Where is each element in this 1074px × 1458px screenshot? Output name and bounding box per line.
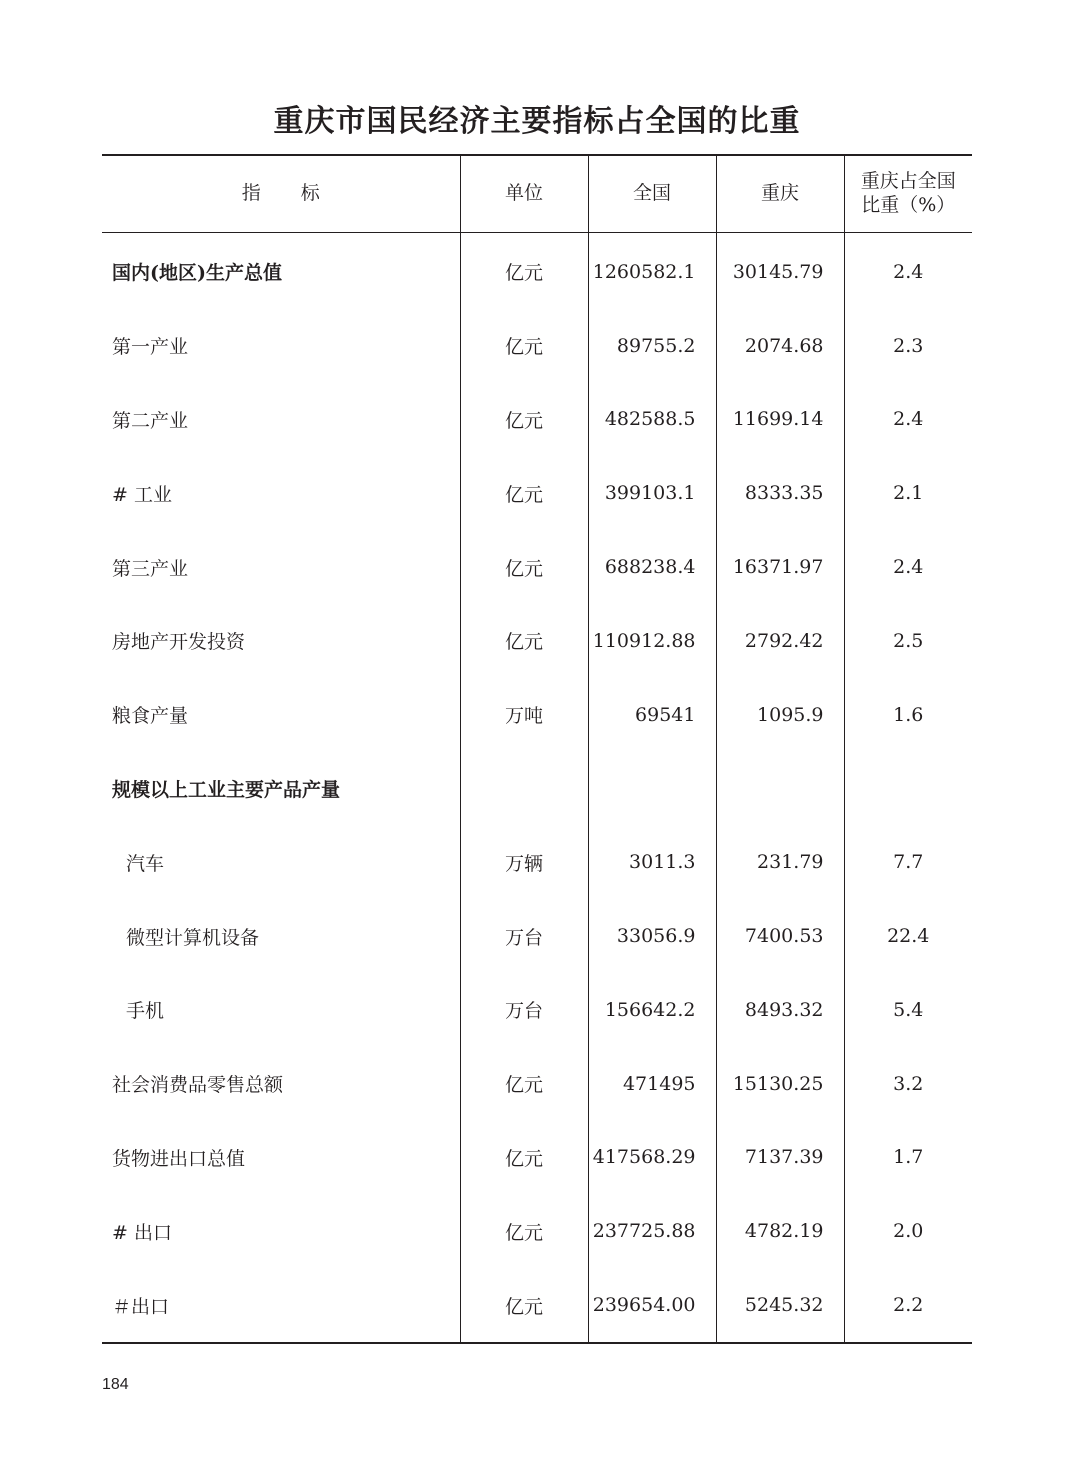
national-value: 471495	[588, 1047, 716, 1121]
share-value: 22.4	[844, 899, 972, 973]
header-row	[102, 155, 972, 233]
chongqing-value: 16371.97	[716, 530, 844, 604]
indicator-name: 微型计算机设备	[126, 926, 260, 949]
share-value: 1.7	[844, 1121, 972, 1195]
chongqing-value: 4782.19	[716, 1194, 844, 1268]
chongqing-value: 2074.68	[716, 309, 844, 383]
indicator-name: 房地产开发投资	[112, 631, 246, 654]
indicator-name: 第三产业	[112, 557, 189, 580]
header-share	[844, 155, 972, 233]
national-value: 33056.9	[588, 899, 716, 973]
chongqing-value: 30145.79	[716, 233, 844, 309]
unit-cell: 万辆	[460, 825, 588, 899]
national-value: 482588.5	[588, 383, 716, 457]
share-value: 2.3	[844, 309, 972, 383]
chongqing-value: 231.79	[716, 825, 844, 899]
share-value: 2.2	[844, 1268, 972, 1343]
share-value: 5.4	[844, 973, 972, 1047]
indicator-name: 第一产业	[112, 336, 189, 359]
table-row-section	[102, 752, 972, 826]
table-row	[102, 1121, 972, 1195]
indicator-name: 货物进出口总值	[112, 1147, 246, 1170]
header-share-line2: 比重（%）	[861, 194, 956, 216]
unit-cell: 万台	[460, 899, 588, 973]
national-value: 239654.00	[588, 1268, 716, 1343]
national-value: 237725.88	[588, 1194, 716, 1268]
chongqing-value: 8333.35	[716, 456, 844, 530]
table-row	[102, 233, 972, 309]
table-row	[102, 1268, 972, 1343]
chongqing-value: 8493.32	[716, 973, 844, 1047]
unit-cell: 亿元	[460, 233, 588, 309]
indicator-name: 第二产业	[112, 409, 189, 432]
indicator-name: 社会消费品零售总额	[112, 1074, 284, 1097]
indicator-name: 汽车	[126, 852, 165, 875]
indicator-name: # 出口	[112, 1221, 172, 1244]
chongqing-value: 11699.14	[716, 383, 844, 457]
unit-cell: 亿元	[460, 1047, 588, 1121]
chongqing-value: 7400.53	[716, 899, 844, 973]
chongqing-value: 15130.25	[716, 1047, 844, 1121]
unit-cell: 万吨	[460, 678, 588, 752]
unit-cell: 亿元	[460, 456, 588, 530]
header-unit: 单位	[460, 155, 588, 233]
table-row	[102, 530, 972, 604]
national-value: 110912.88	[588, 604, 716, 678]
table-header	[102, 155, 972, 233]
table-row	[102, 899, 972, 973]
national-value: 69541	[588, 678, 716, 752]
chongqing-value	[716, 752, 844, 826]
section-heading: 规模以上工业主要产品产量	[112, 778, 341, 801]
table-row	[102, 1194, 972, 1268]
header-indicator-label: 指标	[241, 182, 360, 205]
table-row	[102, 604, 972, 678]
page-title: 重庆市国民经济主要指标占全国的比重	[273, 104, 801, 139]
unit-cell	[460, 752, 588, 826]
indicator-name: 国内(地区)生产总值	[112, 262, 282, 285]
header-share-line1: 重庆占全国	[860, 170, 956, 193]
national-value: 3011.3	[588, 825, 716, 899]
indicator-table	[102, 154, 972, 1344]
unit-cell: 万台	[460, 973, 588, 1047]
chongqing-value: 2792.42	[716, 604, 844, 678]
table-row	[102, 309, 972, 383]
header-chongqing: 重庆	[716, 155, 844, 233]
share-value: 7.7	[844, 825, 972, 899]
share-value	[844, 752, 972, 826]
chongqing-value: 5245.32	[716, 1268, 844, 1343]
table-row	[102, 678, 972, 752]
header-national: 全国	[588, 155, 716, 233]
national-value: 1260582.1	[588, 233, 716, 309]
share-value: 2.5	[844, 604, 972, 678]
indicator-name: 手机	[126, 1000, 165, 1023]
header-indicator	[102, 155, 460, 233]
chongqing-value: 1095.9	[716, 678, 844, 752]
share-value: 1.6	[844, 678, 972, 752]
unit-cell: 亿元	[460, 530, 588, 604]
share-value: 2.0	[844, 1194, 972, 1268]
share-value: 2.4	[844, 383, 972, 457]
national-value	[588, 752, 716, 826]
unit-cell: 亿元	[460, 309, 588, 383]
indicator-name: 粮食产量	[112, 705, 189, 728]
national-value: 417568.29	[588, 1121, 716, 1195]
chongqing-value: 7137.39	[716, 1121, 844, 1195]
share-value: 2.4	[844, 233, 972, 309]
unit-cell: 亿元	[460, 1121, 588, 1195]
national-value: 399103.1	[588, 456, 716, 530]
table-row	[102, 456, 972, 530]
table-row	[102, 1047, 972, 1121]
unit-cell: 亿元	[460, 383, 588, 457]
national-value: 156642.2	[588, 973, 716, 1047]
share-value: 3.2	[844, 1047, 972, 1121]
indicator-name: ＃出口	[112, 1295, 170, 1318]
unit-cell: 亿元	[460, 1268, 588, 1343]
share-value: 2.4	[844, 530, 972, 604]
table-body	[102, 233, 972, 1343]
unit-cell: 亿元	[460, 1194, 588, 1268]
share-value: 2.1	[844, 456, 972, 530]
table-row	[102, 973, 972, 1047]
page-number: 184	[102, 1376, 129, 1393]
national-value: 688238.4	[588, 530, 716, 604]
unit-cell: 亿元	[460, 604, 588, 678]
indicator-name: # 工业	[112, 483, 172, 506]
table-row	[102, 383, 972, 457]
national-value: 89755.2	[588, 309, 716, 383]
table-row	[102, 825, 972, 899]
